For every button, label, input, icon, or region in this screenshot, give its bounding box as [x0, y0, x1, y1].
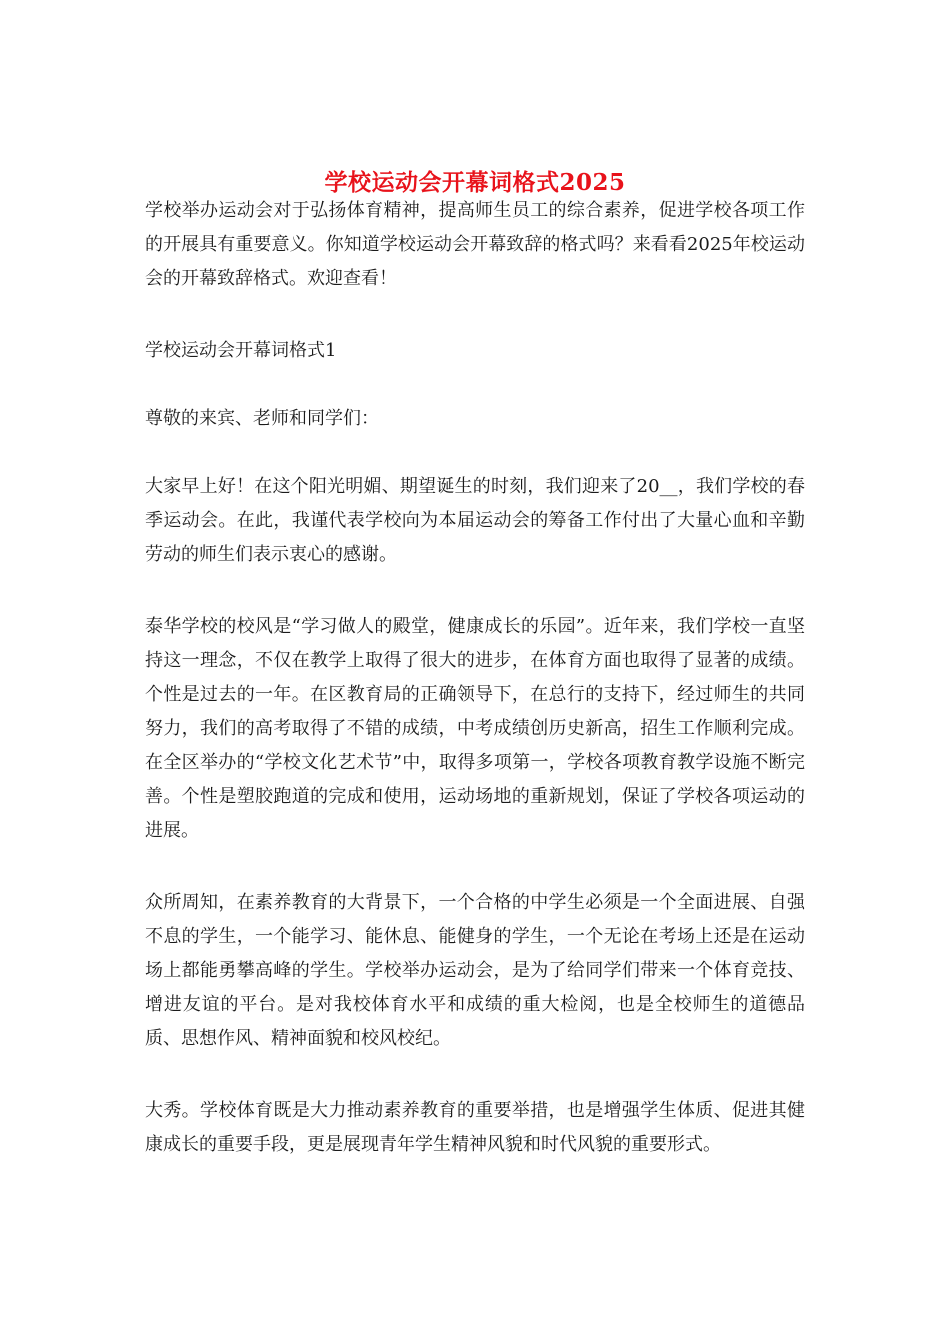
paragraph-intro: 学校举办运动会对于弘扬体育精神，提高师生员工的综合素养，促进学校各项工作的开展具有重要意义。你知道学校运动会开幕致辞的格式吗？来看看2025年校运动会的开幕致辞格式。欢迎查看！: [145, 200, 805, 289]
paragraph-greeting: 大家早上好！在这个阳光明媚、期望诞生的时刻，我们迎来了20__，我们学校的春季运动会。在此，我谨代表学校向为本届运动会的筹备工作付出了大量心血和辛勤劳动的师生们表示衷心的感谢。: [145, 476, 805, 565]
document-body: [145, 194, 805, 1200]
paragraph-section-heading: 学校运动会开幕词格式1: [145, 340, 337, 361]
paragraph-salutation: 尊敬的来宾、老师和同学们：: [145, 408, 379, 429]
document-title: 学校运动会开幕词格式2025: [324, 169, 626, 197]
paragraph-quality-education: 众所周知，在素养教育的大背景下，一个合格的中学生必须是一个全面进展、自强不息的学生，一个能学习、能休息、能健身的学生，一个无论在考场上还是在运动场上都能勇攀高峰的学生。学校举办运动会，是为了给同学们带来一个体育竞技、增进友谊的平台。是对我校体育水平和成绩的重大检阅，也是全校师生的道德品质、思想作风、精神面貌和校风校纪。: [145, 892, 805, 1049]
paragraph-school-motto: 泰华学校的校风是“学习做人的殿堂，健康成长的乐园”。近年来，我们学校一直坚持这一理念，不仅在教学上取得了很大的进步，在体育方面也取得了显著的成绩。个性是过去的一年。在区教育局的正确领导下，在总行的支持下，经过师生的共同努力，我们的高考取得了不错的成绩，中考成绩创历史新高，招生工作顺利完成。在全区举办的“学校文化艺术节”中，取得多项第一，学校各项教育教学设施不断完善。个性是塑胶跑道的完成和使用，运动场地的重新规划，保证了学校各项运动的进展。: [145, 616, 805, 841]
paragraph-school-sports: 大秀。学校体育既是大力推动素养教育的重要举措，也是增强学生体质、促进其健康成长的重要手段，更是展现青年学生精神风貌和时代风貌的重要形式。: [145, 1100, 805, 1155]
